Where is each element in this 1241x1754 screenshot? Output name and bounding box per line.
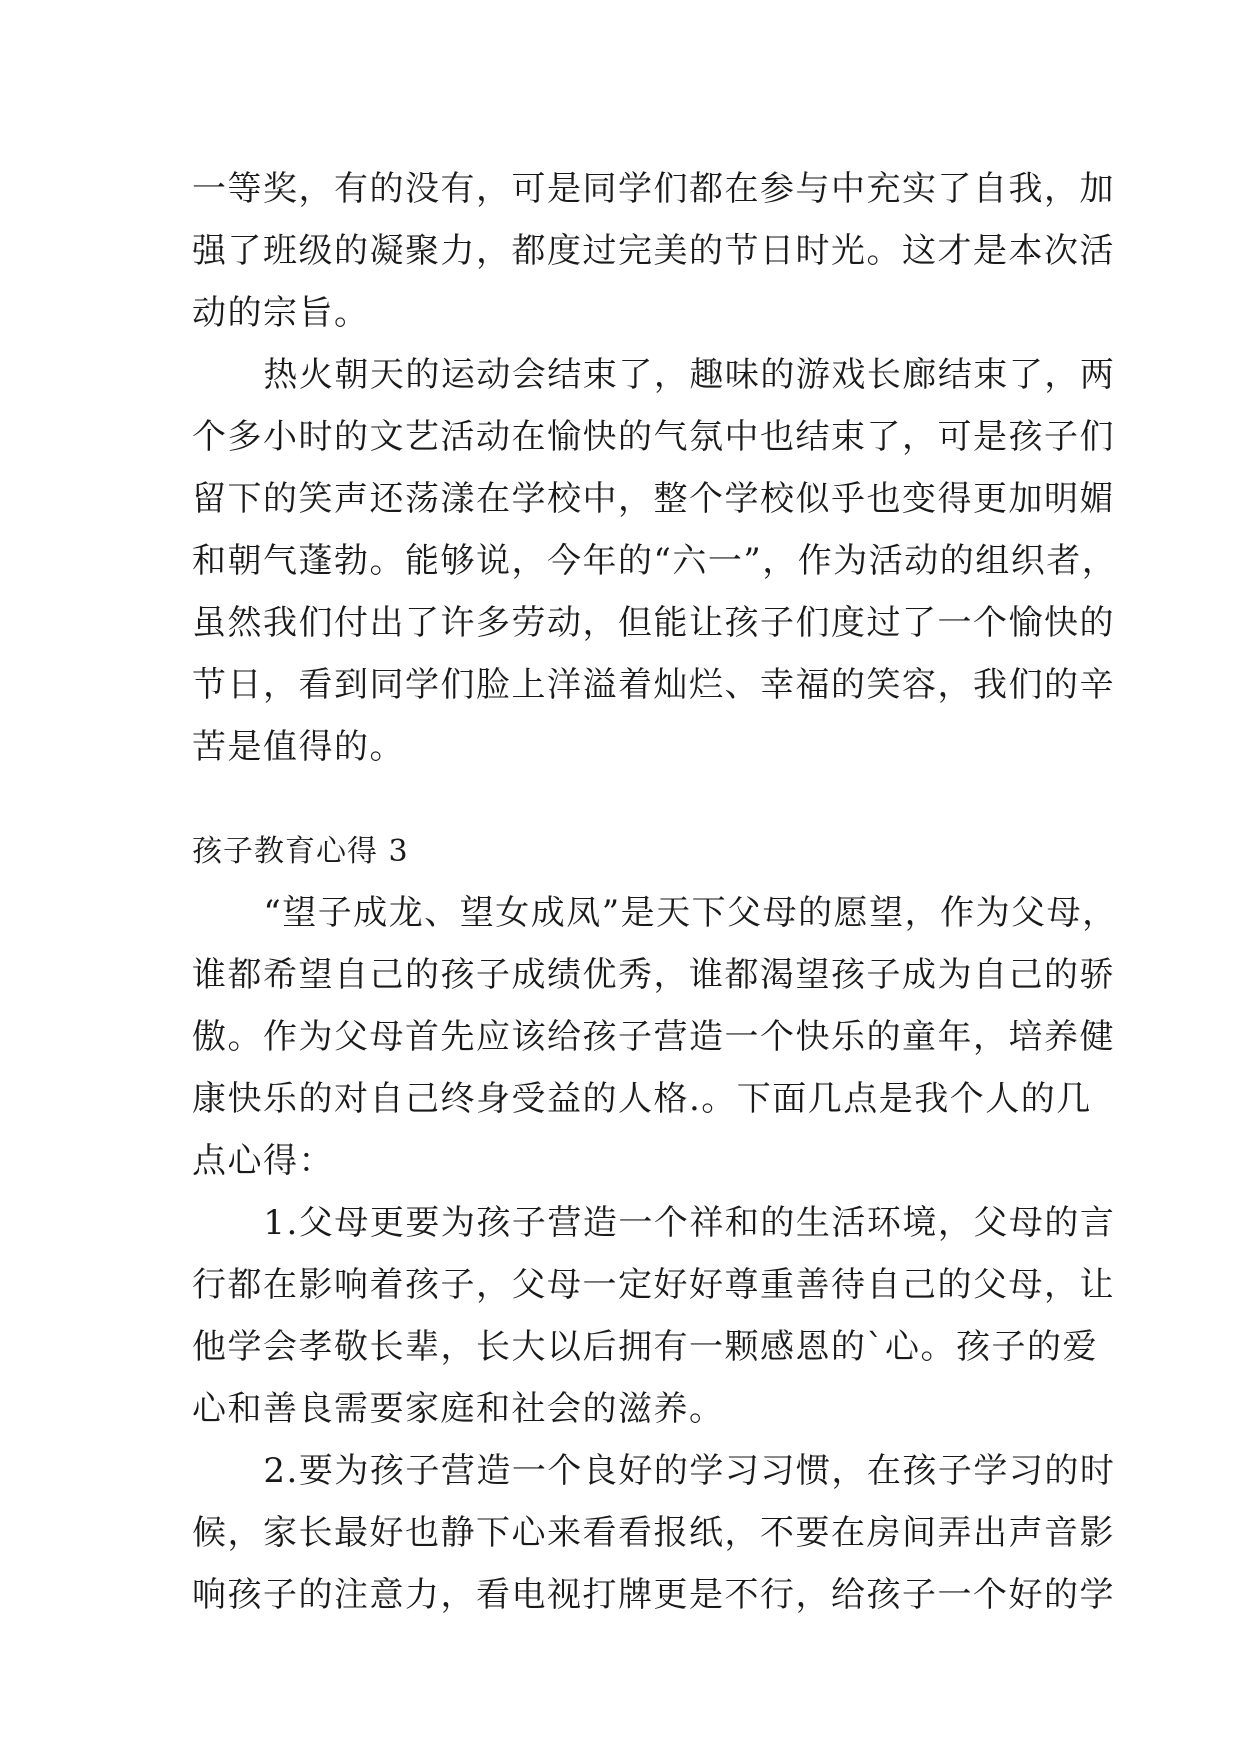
text-line: 康快乐的对自己终身受益的人格.。下面几点是我个人的几 (192, 1079, 1092, 1119)
text-line: 强了班级的凝聚力，都度过完美的节日时光。这才是本次活 (192, 231, 1115, 271)
text-line: 苦是值得的。 (192, 727, 405, 767)
paragraph-parent-wishes (192, 882, 1118, 1192)
paragraph-event-summary (192, 344, 1118, 778)
document-body (192, 158, 1118, 1626)
text-line: 节日，看到同学们脸上洋溢着灿烂、幸福的笑容，我们的辛 (192, 665, 1115, 705)
text-line: 虽然我们付出了许多劳动，但能让孩子们度过了一个愉快的 (192, 603, 1115, 643)
text-line: “望子成龙、望女成凤”是天下父母的愿望，作为父母， (263, 893, 1118, 933)
text-line: 1.父母更要为孩子营造一个祥和的生活环境，父母的言 (263, 1203, 1116, 1243)
text-line: 行都在影响着孩子，父母一定好好尊重善待自己的父母，让 (192, 1265, 1115, 1305)
text-line: 个多小时的文艺活动在愉快的气氛中也结束了，可是孩子们 (192, 417, 1115, 457)
text-line: 和朝气蓬勃。能够说，今年的“六一”，作为活动的组织者， (192, 541, 1118, 581)
paragraph-award-conclusion (192, 158, 1115, 344)
paragraph-point-2 (192, 1440, 1116, 1626)
paragraph-point-1 (192, 1192, 1116, 1440)
text-line: 一等奖，有的没有，可是同学们都在参与中充实了自我，加 (192, 169, 1115, 209)
text-line: 留下的笑声还荡漾在学校中，整个学校似乎也变得更加明媚 (192, 479, 1115, 519)
text-line: 谁都希望自己的孩子成绩优秀，谁都渴望孩子成为自己的骄 (192, 955, 1115, 995)
text-line: 心和善良需要家庭和社会的滋养。 (192, 1389, 725, 1429)
text-line: 热火朝天的运动会结束了，趣味的游戏长廊结束了，两 (263, 355, 1116, 395)
text-line: 傲。作为父母首先应该给孩子营造一个快乐的童年，培养健 (192, 1017, 1115, 1057)
section-title: 孩子教育心得 3 (192, 834, 409, 869)
text-line: 动的宗旨。 (192, 293, 370, 333)
text-line: 响孩子的注意力，看电视打牌更是不行，给孩子一个好的学 (192, 1575, 1115, 1615)
text-line: 2.要为孩子营造一个良好的学习习惯，在孩子学习的时 (263, 1451, 1116, 1491)
text-line: 候，家长最好也静下心来看看报纸，不要在房间弄出声音影 (192, 1513, 1115, 1553)
text-line: 他学会孝敬长辈，长大以后拥有一颗感恩的`心。孩子的爱 (192, 1327, 1098, 1367)
text-line: 点心得： (192, 1141, 334, 1181)
